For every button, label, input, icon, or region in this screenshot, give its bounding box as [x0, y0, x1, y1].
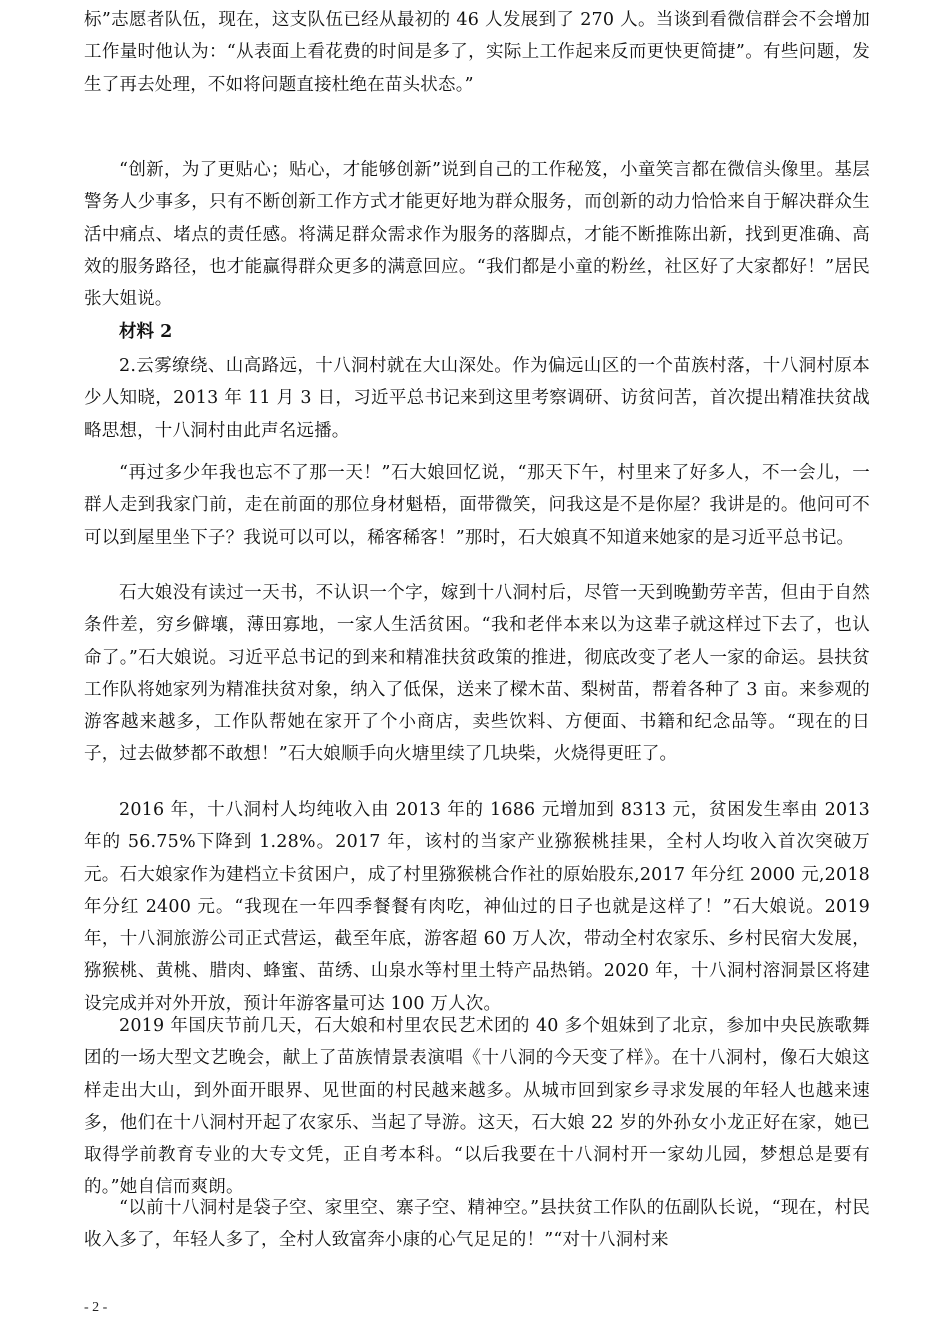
page-number: - 2 - — [84, 1300, 108, 1315]
paragraph-national-day: 2019 年国庆节前几天，石大娘和村里农民艺术团的 40 多个姐妹到了北京，参加中央民族歌舞团的一场大型文艺晚会，献上了苗族情景表演唱《十八洞的今天变了样》。在十八洞村，像石大娘这样走出大山，到外面开眼界、见世面的村民越来越多。从城市回到家乡寻求发展的年轻人也越来速多，他们在十八洞村开起了农家乐、当起了导游。这天，石大娘 22 岁的外孙女小龙正好在家，她已取得学前教育专业的大专文凭，正自考本科。“以后我要在十八洞村开一家幼儿园，梦想总是要有的。”她自信而爽朗。 — [84, 1016, 870, 1198]
paragraph-income-statistics: 2016 年，十八洞村人均纯收入由 2013 年的 1686 元增加到 8313 元，贫困发生率由 2013 年的 56.75%下降到 1.28%。2017 年，该村的当家产业猕猴桃挂果，全村人均收入首次突破万元。石大娘家作为建档立卡贫困户，成了村里猕猴桃合作社的原始股东,2017 年分红 2000 元,2018 年分红 2400 元。“我现在一年四季餐餐有肉吃，神仙过的日子也就是这样了！”石大娘说。2019 年，十八洞旅游公司正式营运，截至年底，游客超 60 万人次，带动全村农家乐、乡村民宿大发展，猕猴桃、黄桃、腊肉、蜂蜜、苗绣、山泉水等村里土特产品热销。2020 年，十八洞村溶洞景区将建设完成并对外开放，预计年游客量可达 100 万人次。 — [84, 800, 870, 1014]
paragraph-team-leader: “以前十八洞村是袋子空、家里空、寨子空、精神空。”县扶贫工作队的伍副队长说，“现在，村民收入多了，年轻人多了，全村人致富奔小康的心气足足的！”“对十八洞村来 — [84, 1198, 870, 1251]
paragraph-shi-recall: “再过多少年我也忘不了那一天！”石大娘回忆说，“那天下午，村里来了好多人，不一会儿，一群人走到我家门前，走在前面的那位身材魁梧，面带微笑，问我这是不是你屋？我讲是的。他问可不可以到屋里坐下子？我说可以可以，稀客稀客！”那时，石大娘真不知道来她家的是习近平总书记。 — [84, 463, 870, 548]
paragraph-shi-life: 石大娘没有读过一天书，不认识一个字，嫁到十八洞村后，尽管一天到晚勤劳辛苦，但由于自然条件差，穷乡僻壤，薄田寡地，一家人生活贫困。“我和老伴本来以为这辈子就这样过下去了，也认命了。”石大娘说。习近平总书记的到来和精准扶贫政策的推进，彻底改变了老人一家的命运。县扶贫工作队将她家列为精准扶贫对象，纳入了低保，送来了樑木苗、梨树苗，帮着各种了 3 亩。来参观的游客越来越多，工作队帮她在家开了个小商店，卖些饮料、方便面、书籍和纪念品等。“现在的日子，过去做梦都不敢想！”石大娘顺手向火塘里续了几块柴，火烧得更旺了。 — [84, 583, 870, 765]
paragraph-continuation: 标”志愿者队伍，现在，这支队伍已经从最初的 46 人发展到了 270 人。当谈到看微信群会不会增加工作量时他认为：“从表面上看花费的时间是多了，实际上工作起来反而更快更简捷”。有些问题，发生了再去处理，不如将问题直接杜绝在苗头状态。” — [84, 10, 870, 95]
paragraph-innovation: “创新，为了更贴心；贴心，才能够创新”说到自己的工作秘笈，小童笑言都在微信头像里。基层警务人少事多，只有不断创新工作方式才能更好地为群众服务，而创新的动力恰恰来自于解决群众生活中痛点、堵点的责任感。将满足群众需求作为服务的落脚点，才能不断推陈出新，找到更准确、高效的服务路径，也才能赢得群众更多的满意回应。“我们都是小童的粉丝，社区好了大家都好！”居民张大姐说。 — [84, 160, 870, 310]
paragraph-shibadong-intro: 2.云雾缭绕、山高路远，十八洞村就在大山深处。作为偏远山区的一个苗族村落，十八洞村原本少人知晓，2013 年 11 月 3 日，习近平总书记来到这里考察调研、访贫问苦，首次提出精准扶贫战略思想，十八洞村由此声名远播。 — [84, 356, 870, 441]
section-heading-material-2: 材料 2 — [119, 322, 173, 342]
